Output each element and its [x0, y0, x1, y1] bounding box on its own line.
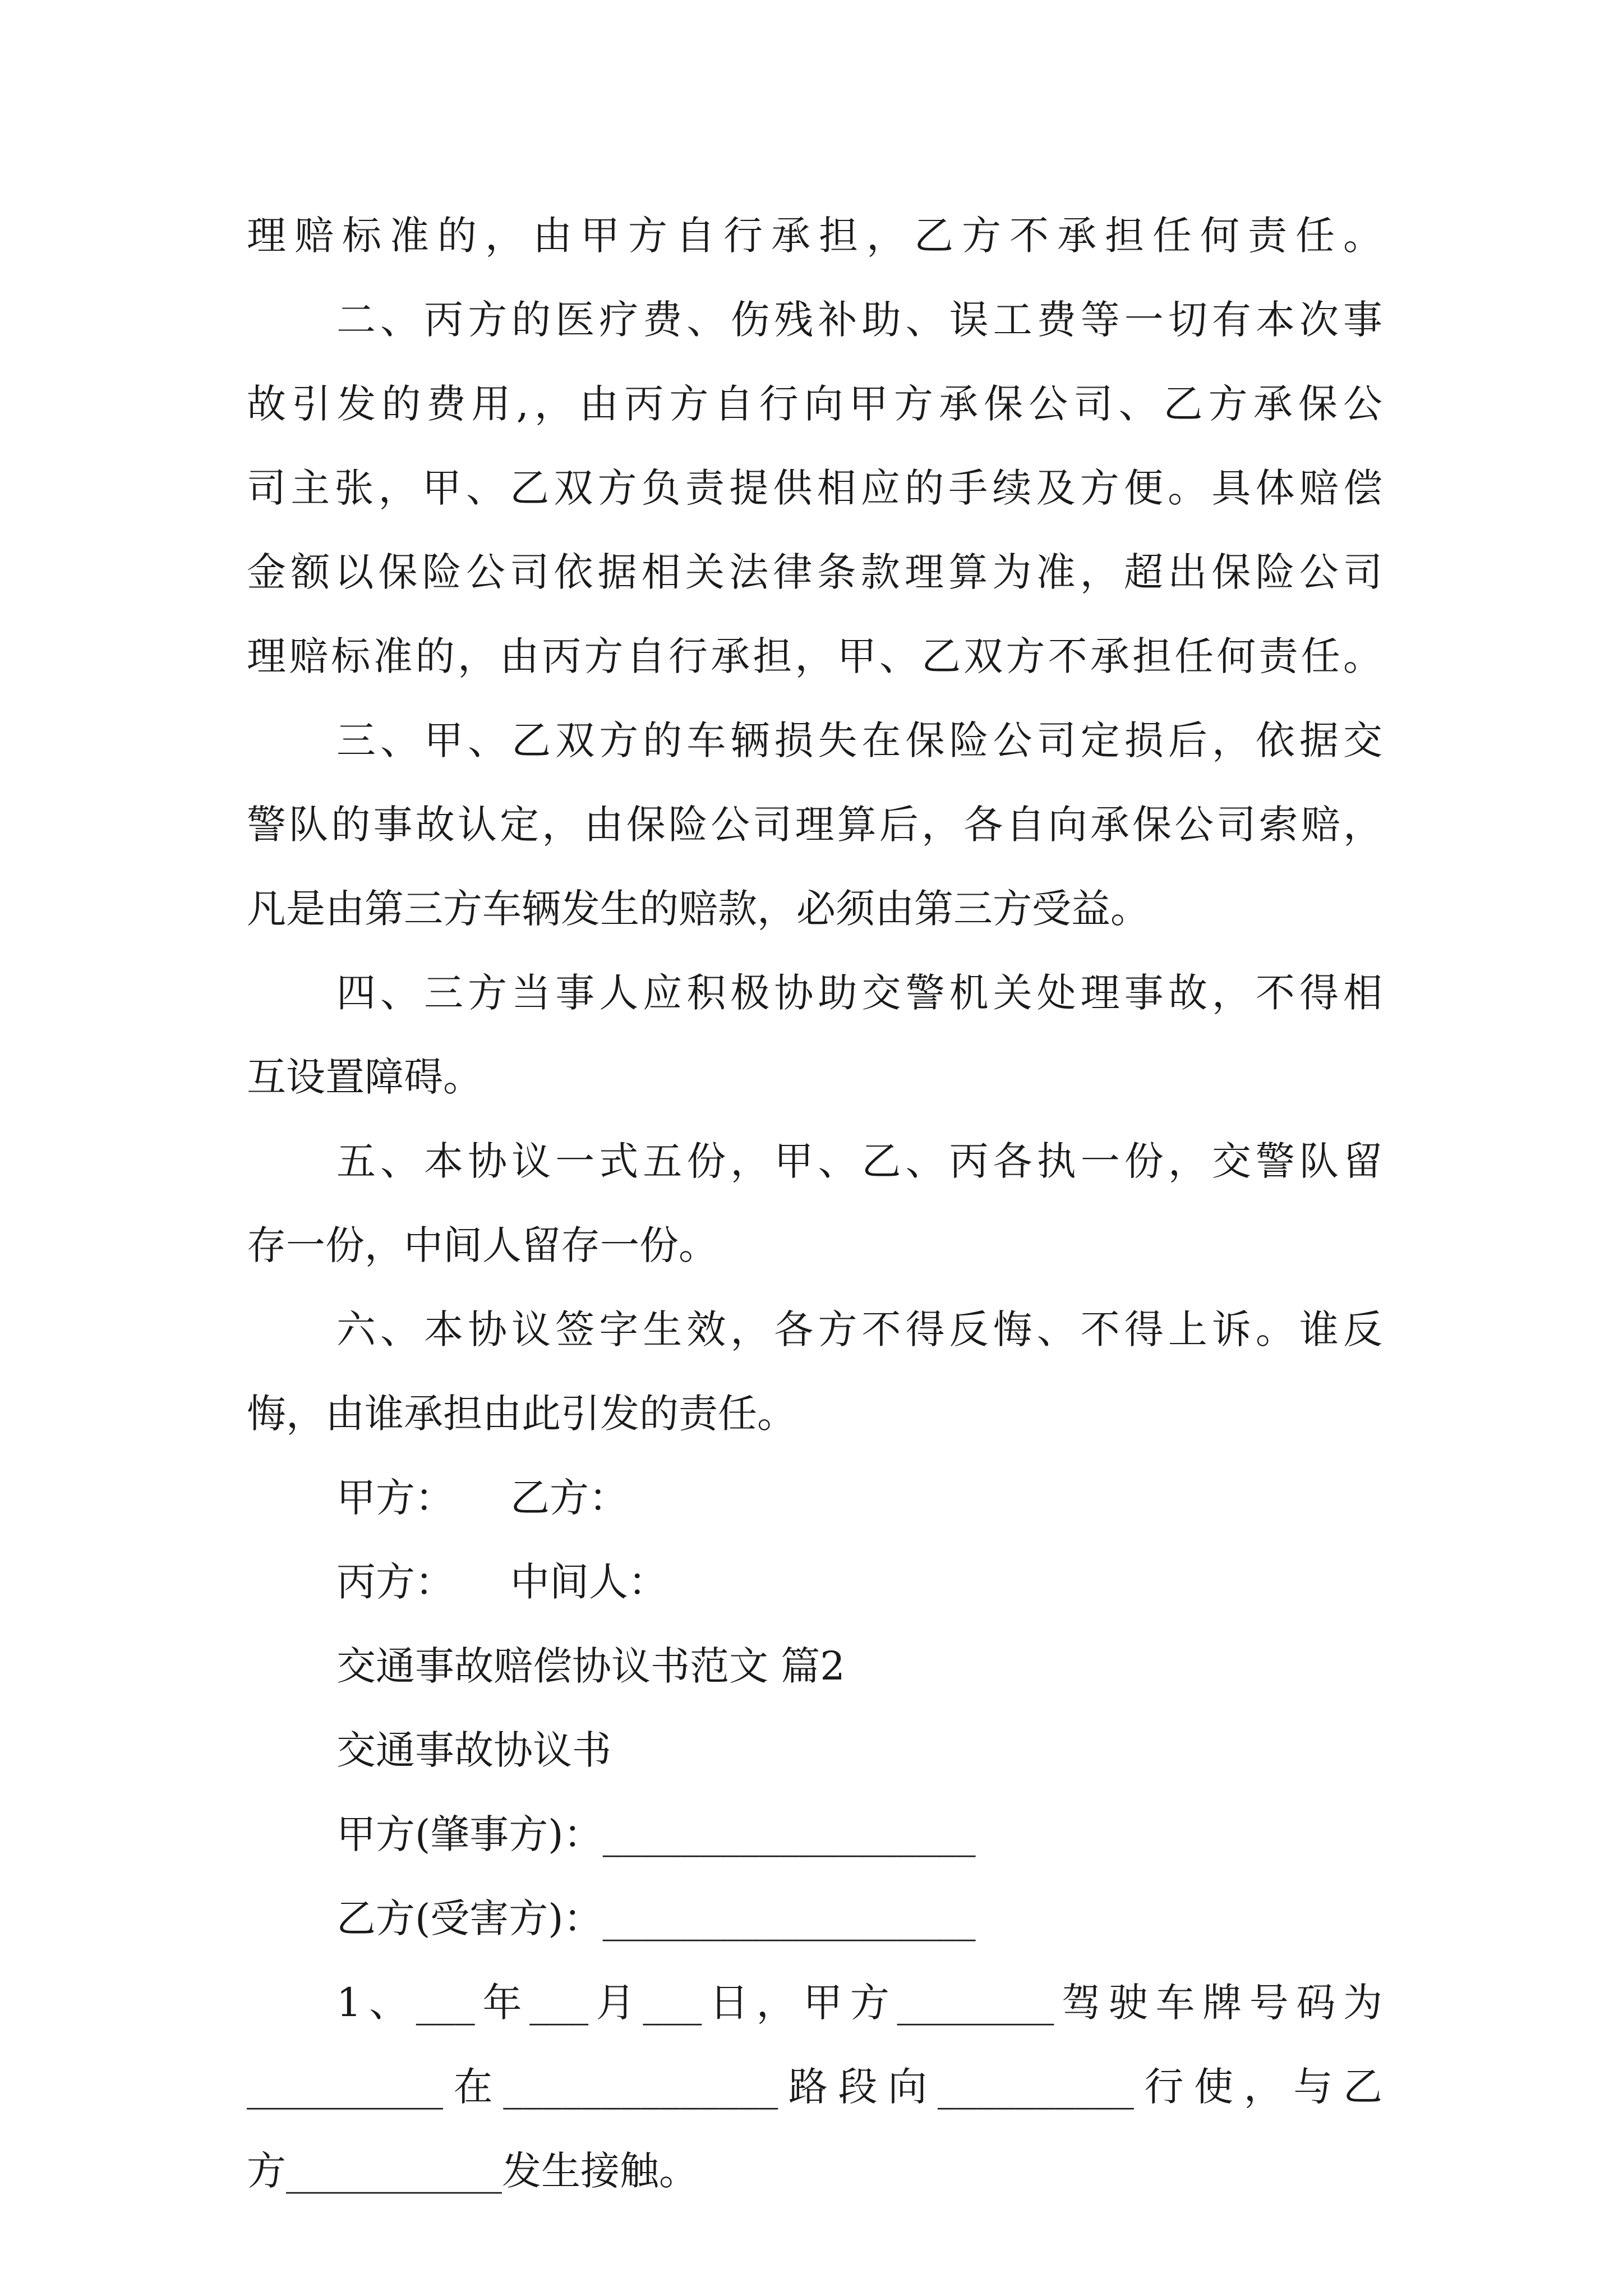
paragraph-5-line-2: 存一份，中间人留存一份。 — [247, 1222, 718, 1268]
paragraph-2-line-2: 故引发的费用,，由丙方自行向甲方承保公司、乙方承保公 — [247, 381, 1382, 427]
signature-row-2 — [336, 1554, 667, 1610]
paragraph-2-line-4: 金额以保险公司依据相关法律条款理算为准，超出保险公司 — [247, 549, 1382, 595]
paragraph-2-line-3: 司主张，甲、乙双方负责提供相应的手续及方便。具体赔偿 — [247, 465, 1382, 511]
paragraph-2-line-5: 理赔标准的，由丙方自行承担，甲、乙双方不承担任何责任。 — [247, 633, 1382, 679]
party-a-field: 甲方(肇事方)：___________________ — [336, 1811, 976, 1857]
signature-row-1 — [336, 1470, 628, 1526]
paragraph-4-line-2: 互设置障碍。 — [247, 1054, 482, 1100]
party-b-field: 乙方(受害方)：___________________ — [336, 1895, 976, 1941]
signature-party-b-label: 乙方： — [510, 1475, 628, 1521]
paragraph-6-line-2: 悔，由谁承担由此引发的责任。 — [247, 1391, 796, 1437]
item-1-line-1: 1、___年___月___日，甲方________驾驶车牌号码为 — [336, 1980, 1382, 2026]
item-1-line-2: __________在______________路段向__________行使，与乙 — [247, 2064, 1382, 2110]
paragraph-3-line-3: 凡是由第三方车辆发生的赔款，必须由第三方受益。 — [247, 886, 1150, 932]
paragraph-6-line-1: 六、本协议签字生效，各方不得反悔、不得上诉。谁反 — [336, 1306, 1382, 1352]
paragraph-5-line-1: 五、本协议一式五份，甲、乙、丙各执一份，交警队留 — [336, 1138, 1382, 1184]
paragraph-4-line-1: 四、三方当事人应积极协助交警机关处理事故，不得相 — [336, 970, 1382, 1016]
paragraph-3-line-2: 警队的事故认定，由保险公司理算后，各自向承保公司索赔， — [247, 802, 1382, 848]
paragraph-1-line-1: 理赔标准的，由甲方自行承担，乙方不承担任何责任。 — [247, 213, 1382, 259]
paragraph-3-line-1: 三、甲、乙双方的车辆损失在保险公司定损后，依据交 — [336, 717, 1382, 763]
signature-party-c-label: 丙方： — [336, 1559, 454, 1605]
signature-middleman-label: 中间人： — [510, 1559, 667, 1605]
paragraph-2-line-1: 二、丙方的医疗费、伤残补助、误工费等一切有本次事 — [336, 297, 1382, 343]
signature-party-a-label: 甲方： — [336, 1475, 454, 1521]
agreement-title: 交通事故协议书 — [336, 1727, 611, 1773]
item-1-line-3: 方___________发生接触。 — [247, 2148, 698, 2194]
section-title: 交通事故赔偿协议书范文 篇2 — [336, 1643, 845, 1689]
